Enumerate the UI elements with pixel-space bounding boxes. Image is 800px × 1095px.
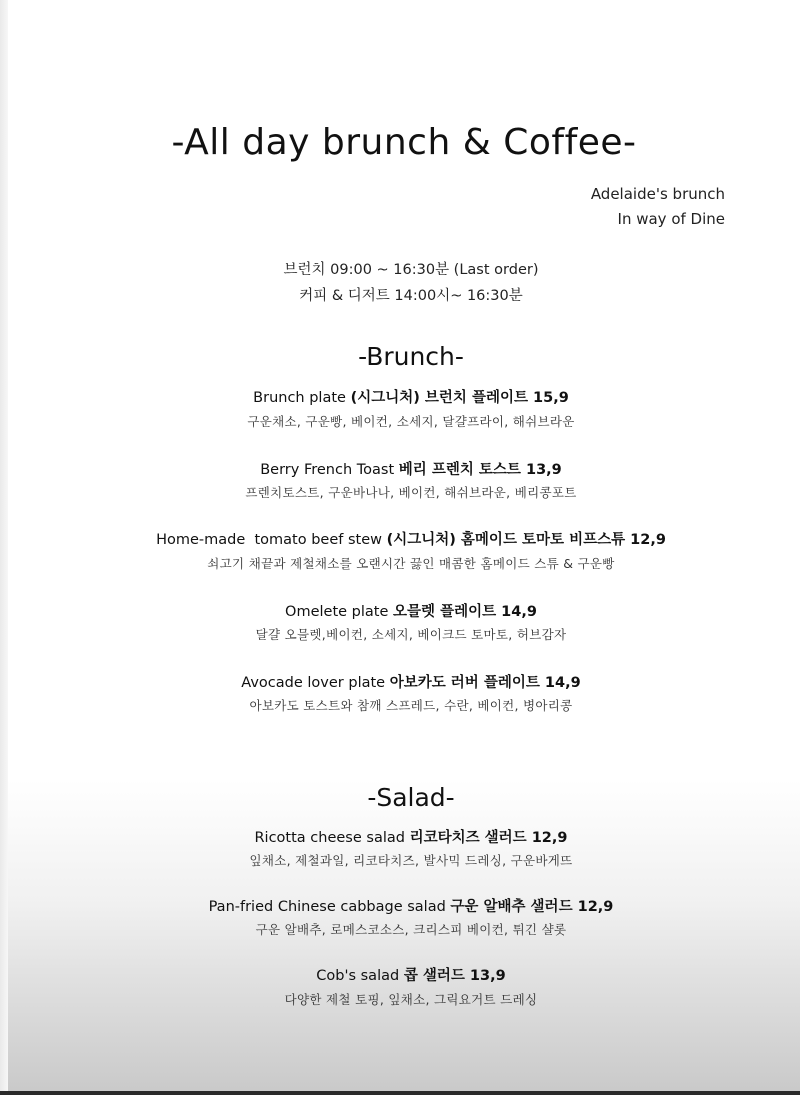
menu-item-description: 아보카도 토스트와 참깨 스프레드, 수란, 베이컨, 병아리콩 [249, 698, 573, 713]
item-name-ko: 구운 알배추 샐러드 12,9 [450, 899, 614, 915]
menu-item-name [0, 600, 800, 621]
item-name-en: Pan-fried Chinese cabbage salad [208, 899, 446, 915]
menu-item-name [0, 895, 800, 916]
item-name-en: Berry French Toast [260, 462, 395, 478]
item-name-en: Avocade lover plate [241, 675, 386, 691]
menu-item-name [0, 528, 800, 549]
item-name-en: Cob's salad [316, 968, 400, 984]
menu-item-name [0, 458, 800, 479]
coffee-hours: 커피 & 디저트 14:00시~ 16:30분 [299, 288, 523, 304]
item-name-ko: 오믈렛 플레이트 14,9 [393, 604, 537, 620]
item-name-ko: 리코타치즈 샐러드 12,9 [409, 830, 568, 846]
menu-item-name [0, 826, 800, 847]
menu-item-name [0, 386, 800, 407]
menu-item-name [0, 964, 800, 985]
item-name-en: Ricotta cheese salad [254, 830, 405, 846]
menu-title: -All day brunch & Coffee- [171, 122, 637, 163]
brunch-section-title: -Brunch- [358, 342, 464, 371]
item-name-ko: 베리 프렌치 토스트 13,9 [398, 462, 562, 478]
item-name-ko: 아보카도 러버 플레이트 14,9 [389, 675, 581, 691]
item-name-ko: (시그니처) 브런치 플레이트 15,9 [350, 390, 569, 406]
menu-item-name [0, 671, 800, 692]
menu-item-description: 프렌치토스트, 구운바나나, 베이컨, 해쉬브라운, 베리콩포트 [245, 485, 577, 500]
subtitle-line-2: In way of Dine [617, 210, 725, 228]
item-name-ko: (시그니처) 홈메이드 토마토 비프스튜 12,9 [386, 532, 666, 548]
brunch-hours: 브런치 09:00 ~ 16:30분 (Last order) [283, 262, 539, 278]
item-name-en: Omelete plate [285, 604, 389, 620]
menu-page [8, 0, 800, 1095]
menu-item-description: 구운채소, 구운빵, 베이컨, 소세지, 달걀프라이, 해쉬브라운 [247, 414, 575, 429]
item-name-en: Home-made tomato beef stew [156, 532, 382, 548]
item-name-en: Brunch plate [253, 390, 346, 406]
bottom-border [0, 1091, 800, 1095]
menu-item-description: 달걀 오믈렛,베이컨, 소세지, 베이크드 토마토, 허브감자 [255, 627, 567, 642]
subtitle-line-1: Adelaide's brunch [590, 185, 725, 203]
menu-item-description: 쇠고기 채끝과 제철채소를 오랜시간 끓인 매콤한 홈메이드 스튜 & 구운빵 [207, 556, 615, 571]
menu-item-description: 구운 알배추, 로메스코소스, 크리스피 베이컨, 튀긴 샬롯 [255, 922, 567, 937]
menu-item-description: 다양한 제철 토핑, 잎채소, 그릭요거트 드레싱 [284, 992, 538, 1007]
salad-section-title: -Salad- [367, 783, 455, 812]
menu-item-description: 잎채소, 제철과일, 리코타치즈, 발사믹 드레싱, 구운바게뜨 [249, 853, 573, 868]
item-name-ko: 콥 샐러드 13,9 [403, 968, 506, 984]
